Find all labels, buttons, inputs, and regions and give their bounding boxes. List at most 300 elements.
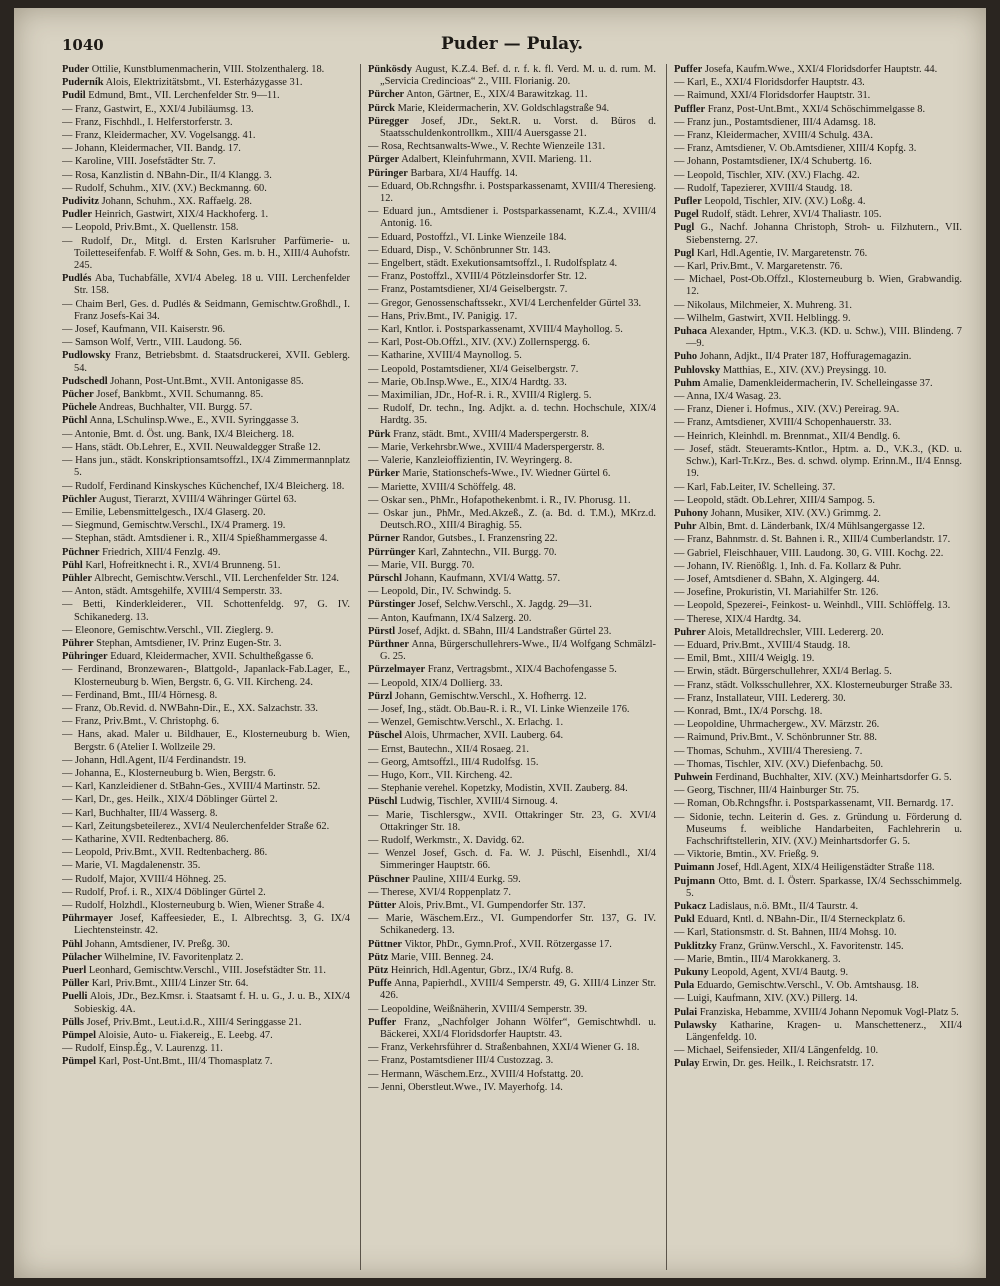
entry-details: — Franz, Amtsdiener, V. Ob.Amtsdiener, XIII/4 Kopfg. 3. — [674, 143, 917, 155]
directory-entry — [368, 757, 656, 769]
directory-entry — [62, 273, 350, 297]
entry-details: — Eduard, Priv.Bmt., XVIII/4 Staudg. 18. — [674, 639, 851, 651]
directory-entry — [368, 1082, 656, 1094]
entry-details: Matthias, E., XIV. (XV.) Preysingg. 10. — [722, 364, 887, 376]
entry-surname: Puffler — [674, 103, 706, 115]
entry-details: — Wilhelm, Gastwirt, XVII. Helblingg. 9. — [674, 312, 851, 324]
directory-entry — [62, 664, 350, 688]
entry-surname: Pürstinger — [368, 599, 416, 611]
directory-entry — [368, 206, 656, 230]
directory-entry — [62, 651, 350, 663]
entry-details: — Raimund, XXI/4 Floridsdorfer Hauptstr. 31. — [674, 90, 871, 102]
entry-details: Alois, Priv.Bmt., VI. Gumpendorfer Str. 137. — [398, 900, 586, 911]
entry-details: — Nikolaus, Milchmeier, X. Muhreng. 31. — [674, 299, 852, 311]
directory-entry — [368, 245, 656, 257]
entry-details: — Valerie, Kanzleioffizientin, IV. Weyringerg. 8. — [368, 455, 573, 467]
entry-surname: Pudlés — [62, 273, 92, 285]
directory-entry — [368, 965, 656, 977]
entry-details: — Rudolf, Dr., Mitgl. d. Ersten Karlsruher Parfümerie- u. Toiletteseifenfab. F. Wolff & Sohn, Ges. m. b. H., XIII/4 Auhofstr. 245. — [62, 235, 350, 272]
entry-details: — Antonie, Bmt. d. Öst. ung. Bank, IX/4 Bleicherg. 18. — [62, 428, 295, 440]
entry-surname: Püregger — [368, 115, 409, 127]
entry-surname: Puhony — [674, 507, 709, 519]
entry-details: Josef, Adjkt. d. SBahn, III/4 Landstraßer Gürtel 23. — [397, 625, 612, 637]
directory-entry — [674, 117, 962, 129]
directory-entry — [674, 156, 962, 168]
entry-details: Stephan, Amtsdiener, IV. Prinz Eugen-Str. 3. — [96, 637, 282, 649]
entry-details: Katharine, Kragen- u. Manschettenerz., XII/4 Längenfeldg. 10. — [686, 1019, 962, 1044]
entry-details: — Roman, Ob.Rchngsfhr. i. Postsparkassenamt, VII. Bernardg. 17. — [674, 798, 954, 810]
entry-details: Heinrich, Gastwirt, XIX/4 Hackhoferg. 1. — [94, 209, 269, 221]
entry-details: Viktor, PhDr., Gymn.Prof., XVII. Rötzergasse 17. — [404, 938, 612, 950]
page-header — [62, 36, 962, 62]
directory-entry — [62, 299, 350, 323]
entry-details: — Josef, Kaufmann, VII. Kaiserstr. 96. — [62, 324, 226, 336]
directory-entry — [368, 337, 656, 349]
directory-entry — [368, 390, 656, 402]
entry-details: — Stephan, städt. Amtsdiener i. R., XII/4 Spießhammergasse 4. — [62, 533, 328, 545]
directory-entry — [674, 849, 962, 861]
entry-surname: Püchler — [62, 493, 97, 505]
entry-details: — Franz, Gastwirt, E., XXI/4 Jubiläumsg. 13. — [62, 103, 254, 115]
directory-entry — [674, 143, 962, 155]
entry-details: Heinrich, Hdl.Agentur, Gbrz., IX/4 Rufg. 8. — [390, 965, 574, 977]
directory-entry — [62, 143, 350, 155]
entry-details: Wilhelmine, IV. Favoritenplatz 2. — [104, 951, 244, 963]
directory-entry — [368, 573, 656, 585]
entry-details: Franz, „Nachfolger Johann Wölfer“, Gemischtwhdl. u. Bäckerei, XXI/4 Floridsdorfer Hauptstr. 43. — [380, 1016, 656, 1041]
directory-entry — [62, 64, 350, 76]
entry-details: Alois, Elektrizitätsbmt., VI. Esterházygasse 31. — [105, 77, 303, 89]
directory-entry — [674, 614, 962, 626]
directory-entry — [674, 391, 962, 403]
directory-entry — [674, 495, 962, 507]
entry-details: — Karl, Stationsmstr. d. St. Bahnen, III/4 Mohsg. 10. — [674, 927, 897, 939]
directory-entry — [674, 313, 962, 325]
directory-entry — [62, 170, 350, 182]
entry-surname: Pütz — [368, 951, 389, 963]
entry-details: — Anton, Kaufmann, IX/4 Salzerg. 20. — [368, 612, 532, 624]
entry-details: — Erwin, städt. Bürgerschullehrer, XXI/4 Berlag. 5. — [674, 666, 892, 678]
entry-surname: Pühler — [62, 572, 93, 584]
directory-entry — [62, 573, 350, 585]
entry-details: Ludwig, Tischler, XVIII/4 Sirnoug. 4. — [400, 796, 558, 808]
entry-details: — Johann, IV. Rienößlg. 1, Inh. d. Fa. Kollarz & Puhr. — [674, 560, 902, 572]
entry-details: — Georg, Tischner, III/4 Hainburger Str. 75. — [674, 785, 860, 797]
entry-details: — Hermann, Wäschem.Erz., XVIII/4 Hofstattg. 20. — [368, 1068, 584, 1080]
entry-details: — Raimund, Priv.Bmt., V. Schönbrunner Str. 88. — [674, 732, 878, 744]
directory-entry — [62, 507, 350, 519]
directory-entry — [62, 156, 350, 168]
entry-details: — Rudolf, Tapezierer, XVIII/4 Staudg. 18. — [674, 182, 853, 194]
entry-details: — Engelbert, städt. Exekutionsamtsoffzl., I. Rudolfsplatz 4. — [368, 258, 618, 270]
directory-entry — [62, 781, 350, 793]
entry-details: Marie, Stationschefs-Wwe., IV. Wiedner Gürtel 6. — [402, 468, 611, 480]
entry-details: Ferdinand, Buchhalter, XIV. (XV.) Meinhartsdorfer G. 5. — [715, 771, 952, 783]
page-number: 1040 — [62, 36, 104, 54]
directory-entry — [674, 640, 962, 652]
entry-surname: Pudschedl — [62, 375, 108, 387]
entry-details: — Leopold, Dir., IV. Schwindg. 5. — [368, 586, 512, 598]
directory-entry — [368, 271, 656, 283]
directory-entry — [368, 116, 656, 140]
entry-details: — Karl, Buchhalter, III/4 Wasserg. 8. — [62, 807, 218, 819]
entry-surname: Pukl — [674, 914, 695, 926]
directory-entry — [62, 1043, 350, 1055]
directory-entry — [368, 626, 656, 638]
entry-details: Otto, Bmt. d. I. Österr. Sparkasse, IX/4 Sechsschimmelg. 5. — [686, 875, 962, 899]
entry-details: Josefa, Kaufm.Wwe., XXI/4 Floridsdorfer Hauptstr. 44. — [704, 64, 938, 75]
entry-surname: Pühl — [62, 938, 83, 950]
entry-details: — Rudolf, Dr. techn., Ing. Adjkt. a. d. techn. Hochschule, XIX/4 Hardtg. 35. — [368, 403, 656, 427]
entry-details: Franz, Betriebsbmt. d. Staatsdruckerei, XVII. Geblerg. 54. — [74, 350, 350, 374]
directory-entry — [62, 847, 350, 859]
directory-entry — [674, 548, 962, 560]
entry-details: — Rosa, Rechtsanwalts-Wwe., V. Rechte Wienzeile 131. — [368, 141, 606, 153]
entry-details: Johann, Gemischtw.Verschl., X. Hofherrg. 12. — [394, 690, 587, 702]
directory-entry — [368, 1004, 656, 1016]
entry-surname: Puklitzky — [674, 940, 717, 952]
directory-entry — [674, 954, 962, 966]
entry-details: — Therese, XIX/4 Hardtg. 34. — [674, 613, 802, 625]
entry-details: — Leopold, städt. Ob.Lehrer, XIII/4 Sampog. 5. — [674, 494, 876, 506]
entry-details: — Sidonie, techn. Leiterin d. Ges. z. Gründung u. Förderung d. Museums f. weibliche Handarbeiten, Fachlehrerin u. Fachschriftstellerin, XIV. (XV.) Meinhartsdorfer G. 5. — [674, 811, 962, 847]
directory-entry — [62, 77, 350, 89]
column-3 — [674, 64, 962, 1270]
entry-details: — Emilie, Lebensmittelgesch., IX/4 Glaserg. 20. — [62, 506, 266, 518]
entry-details: Barbara, XI/4 Hauffg. 14. — [410, 167, 518, 179]
directory-entry — [368, 730, 656, 742]
entry-surname: Puhr — [674, 521, 697, 533]
directory-entry — [62, 130, 350, 142]
directory-entry — [674, 508, 962, 520]
entry-details: — Karl, Priv.Bmt., V. Margaretenstr. 76. — [674, 261, 843, 273]
entry-details: — Franz, Diener i. Hofmus., XIV. (XV.) Pereirag. 9A. — [674, 404, 900, 416]
entry-details: Franz, Grünw.Verschl., X. Favoritenstr. 145. — [719, 940, 904, 952]
entry-details: — Josef, städt. Steueramts-Kntlor., Hptm. a. D., V.K.3., (KD. u. Schw.), Karl-Tr.Krz., Bes. d. schwd. olymp. Erinn.M., II/4 Ennsg. 19. — [674, 443, 962, 480]
entry-surname: Puhwein — [674, 771, 713, 783]
directory-entry — [674, 1020, 962, 1044]
entry-details: — Rudolf, Holzhdl., Klosterneuburg b. Wien, Wiener Straße 4. — [62, 900, 325, 911]
entry-surname: Puelli — [62, 991, 88, 1003]
entry-details: Friedrich, XIII/4 Fenzlg. 49. — [102, 546, 221, 558]
entry-details: Karl, Hofreitknecht i. R., XVI/4 Brunneng. 51. — [85, 559, 281, 571]
directory-entry — [368, 613, 656, 625]
entry-details: — Karl, Post-Ob.Offzl., XIV. (XV.) Zollernspergg. 6. — [368, 337, 591, 349]
directory-entry — [368, 350, 656, 362]
directory-entry — [674, 444, 962, 481]
entry-surname: Pürker — [368, 468, 400, 480]
directory-entry — [674, 876, 962, 900]
directory-entry — [62, 834, 350, 846]
directory-entry — [674, 104, 962, 116]
directory-entry — [674, 574, 962, 586]
entry-details: — Michael, Seifensieder, XII/4 Längenfeldg. 10. — [674, 1045, 879, 1057]
entry-details: — Franz, Kleidermacher, XVIII/4 Schulg. 43A. — [674, 130, 873, 142]
directory-entry — [62, 494, 350, 506]
entry-details: — Karoline, VIII. Josefstädter Str. 7. — [62, 156, 216, 168]
entry-details: Anna, Bürgerschullehrers-Wwe., II/4 Wolfgang Schmälzl-G. 25. — [380, 638, 656, 663]
entry-surname: Pürzelmayer — [368, 664, 426, 676]
entry-surname: Püchele — [62, 402, 97, 414]
entry-details: — Hans, städt. Ob.Lehrer, E., XVII. Neuwaldegger Straße 12. — [62, 441, 321, 453]
entry-details: Karl, Zahntechn., VII. Burgg. 70. — [417, 546, 557, 558]
directory-entry — [368, 913, 656, 937]
entry-details: Amalie, Damenkleidermacherin, IV. Schelleingasse 37. — [702, 377, 933, 389]
entry-details: — Rudolf, Werkmstr., X. Davidg. 62. — [368, 834, 525, 846]
entry-details: — Franz, Amtsdiener, XVIII/4 Schopenhauerstr. 33. — [674, 417, 892, 429]
entry-details: — Karl, Dr., ges. Heilk., XIX/4 Döblinger Gürtel 2. — [62, 794, 278, 806]
directory-entry — [62, 755, 350, 767]
directory-entry — [62, 350, 350, 374]
entry-details: — Franz, Ob.Revid. d. NWBahn-Dir., E., XX. Salzachstr. 33. — [62, 702, 318, 714]
directory-entry — [62, 952, 350, 964]
entry-details: — Emil, Bmt., XIII/4 Weiglg. 19. — [674, 653, 815, 665]
directory-entry — [674, 980, 962, 992]
entry-details: Aloisie, Auto- u. Fiakereig., E. Leebg. 47. — [98, 1030, 273, 1042]
entry-surname: Puffer — [674, 64, 703, 75]
entry-details: — Gabriel, Fleischhauer, VIII. Laudong. 30, G. VIII. Kochg. 22. — [674, 547, 944, 559]
entry-details: — Eduard, Postoffzl., VI. Linke Wienzeile 184. — [368, 231, 567, 243]
entry-details: Andreas, Buchhalter, VII. Burgg. 57. — [98, 402, 253, 414]
directory-entry — [674, 693, 962, 705]
entry-surname: Pulai — [674, 1006, 698, 1018]
directory-entry — [674, 431, 962, 443]
directory-entry — [368, 258, 656, 270]
entry-surname: Pürner — [368, 533, 400, 545]
entry-surname: Pulay — [674, 1058, 700, 1070]
entry-details: — Franz, Verkehrsführer d. Straßenbahnen, XXI/4 Wiener G. 18. — [368, 1042, 640, 1054]
entry-details: Ladislaus, n.ö. BMt., II/4 Taurstr. 4. — [708, 901, 859, 912]
entry-surname: Pürcher — [368, 89, 405, 101]
directory-entry — [368, 547, 656, 559]
entry-details: August, K.Z.4. Bef. d. r. f. k. fl. Verd. M. u. d. rum. M. „Servicia Credincioas“ 2., VIII. Florianig. 20. — [380, 64, 656, 88]
entry-details: Eduard, Kleidermacher, XVII. Schultheßgasse 6. — [110, 651, 314, 663]
entry-surname: Püschl — [368, 796, 398, 808]
directory-entry — [674, 274, 962, 298]
entry-surname: Pukacz — [674, 901, 707, 912]
entry-details: Aba, Tuchabfälle, XVI/4 Abeleg. 18 u. VIII. Lerchenfelder Str. 158. — [74, 273, 350, 297]
entry-details: — Therese, XVI/4 Roppenplatz 7. — [368, 886, 511, 898]
entry-surname: Puhrer — [674, 626, 706, 638]
directory-entry — [674, 248, 962, 260]
entry-details: — Gregor, Genossenschaftssekr., XVI/4 Lerchenfelder Gürtel 33. — [368, 297, 642, 309]
directory-entry — [674, 326, 962, 350]
directory-entry — [62, 560, 350, 572]
directory-entry — [62, 794, 350, 806]
directory-entry — [674, 378, 962, 390]
directory-entry — [368, 1069, 656, 1081]
directory-entry — [368, 89, 656, 101]
directory-entry — [62, 874, 350, 886]
directory-entry — [674, 901, 962, 913]
entry-details: — Katharine, XVII. Redtenbacherg. 86. — [62, 833, 229, 845]
entry-details: — Leopold, Tischler, XIV. (XV.) Flachg. 42. — [674, 169, 860, 181]
directory-entry — [368, 900, 656, 912]
directory-entry — [674, 746, 962, 758]
entry-surname: Pürger — [368, 154, 400, 166]
entry-surname: Pukuny — [674, 967, 709, 979]
entry-details: — Marie, Ob.Insp.Wwe., E., XIX/4 Hardtg. 33. — [368, 376, 567, 388]
directory-entry — [674, 261, 962, 273]
entry-surname: Püttner — [368, 938, 403, 950]
directory-entry — [62, 455, 350, 479]
directory-entry — [62, 117, 350, 129]
entry-surname: Puhaca — [674, 326, 707, 338]
entry-surname: Pümpel — [62, 1056, 97, 1068]
directory-entry — [62, 978, 350, 990]
entry-details: August, Tierarzt, XVIII/4 Währinger Gürtel 63. — [98, 493, 297, 505]
entry-details: — Karl, Kntlor. i. Postsparkassenamt, XVIII/4 Mayhollog. 5. — [368, 324, 623, 336]
directory-entry — [368, 508, 656, 532]
directory-entry — [62, 376, 350, 388]
entry-details: — Johann, Kleidermacher, VII. Bandg. 17. — [62, 143, 241, 155]
entry-details: — Leopold, Priv.Bmt., XVII. Redtenbacherg. 86. — [62, 847, 268, 859]
entry-surname: Pürck — [368, 102, 395, 114]
directory-entry — [674, 1045, 962, 1057]
entry-details: Josef, Priv.Bmt., Leut.i.d.R., XIII/4 Seringgasse 21. — [86, 1016, 302, 1028]
entry-details: — Rudolf, Prof. i. R., XIX/4 Döblinger Gürtel 2. — [62, 886, 266, 898]
entry-details: Anton, Gärtner, E., XIX/4 Barawitzkag. 11. — [406, 89, 588, 101]
directory-entry — [62, 442, 350, 454]
entry-details: — Eduard jun., Amtsdiener i. Postsparkassenamt, K.Z.4., XVIII/4 Antonig. 16. — [368, 206, 656, 230]
directory-entry — [368, 442, 656, 454]
entry-details: — Karl, Fab.Leiter, IV. Schelleing. 37. — [674, 481, 836, 493]
directory-entry — [62, 222, 350, 234]
entry-details: — Konrad, Bmt., IX/4 Porschg. 18. — [674, 705, 823, 717]
entry-surname: Püchner — [62, 546, 100, 558]
entry-surname: Pugel — [674, 209, 699, 221]
entry-details: Adalbert, Kleinfuhrmann, XVII. Marieng. 11. — [401, 154, 592, 166]
directory-entry — [674, 183, 962, 195]
directory-entry — [674, 130, 962, 142]
entry-details: Eduard, Kntl. d. NBahn-Dir., II/4 Sterneckplatz 6. — [697, 914, 906, 926]
entry-details: — Karl, Zeitungsbeteilerez., XVI/4 Neulerchenfelder Straße 62. — [62, 820, 330, 832]
directory-entry — [62, 625, 350, 637]
entry-surname: Puhm — [674, 377, 701, 389]
entry-surname: Pula — [674, 980, 695, 992]
directory-columns — [62, 64, 967, 1270]
directory-entry — [674, 561, 962, 573]
entry-details: — Ferdinand, Bronzewaren-, Blattgold-, Japanlack-Fab.Lager, E., Klosterneuburg b. Wien, Bergstr. 6, G. VII. Kircheng. 24. — [62, 664, 350, 688]
entry-details: Leopold, Tischler, XIV. (XV.) Loßg. 4. — [704, 196, 866, 208]
entry-surname: Pudil — [62, 90, 86, 102]
directory-entry — [674, 759, 962, 771]
entry-details: Edmund, Bmt., VII. Lerchenfelder Str. 9—11. — [88, 90, 280, 102]
entry-details: Rudolf, städt. Lehrer, XVI/4 Thaliastr. 105. — [701, 209, 882, 221]
entry-details: — Franz, Installateur, VIII. Ledererg. 30. — [674, 692, 846, 704]
entry-details: Johann, Post-Unt.Bmt., XVII. Antonigasse 85. — [110, 375, 304, 387]
directory-entry — [368, 783, 656, 795]
entry-details: Karl, Hdl.Agentie, IV. Margaretenstr. 76. — [696, 247, 868, 259]
directory-entry — [368, 1017, 656, 1041]
directory-entry — [62, 481, 350, 493]
directory-entry — [368, 639, 656, 663]
directory-entry — [674, 90, 962, 102]
entry-details: — Johanna, E., Klosterneuburg b. Wien, Bergstr. 6. — [62, 767, 276, 779]
directory-entry — [368, 482, 656, 494]
directory-entry — [674, 941, 962, 953]
entry-details: Albrecht, Gemischtw.Verschl., VII. Lerchenfelder Str. 124. — [94, 572, 340, 584]
entry-details: — Rudolf, Major, XVIII/4 Höhneg. 25. — [62, 873, 227, 885]
directory-entry — [368, 835, 656, 847]
directory-entry — [368, 468, 656, 480]
entry-details: — Rudolf, Einsp.Ég., V. Laurenzg. 11. — [62, 1043, 223, 1055]
entry-surname: Pufler — [674, 196, 702, 208]
directory-entry — [674, 680, 962, 692]
entry-details: — Johann, Postamtsdiener, IX/4 Schubertg. 16. — [674, 156, 872, 168]
directory-entry — [368, 364, 656, 376]
directory-entry — [62, 1056, 350, 1068]
entry-surname: Pürthner — [368, 638, 409, 650]
directory-entry — [62, 209, 350, 221]
entry-details: Josef, JDr., Sekt.R. u. Vorst. d. Büros d. Staatsschuldenkontrollkm., XIII/4 Auersgasse 21. — [380, 115, 656, 140]
directory-entry — [368, 403, 656, 427]
directory-entry — [674, 732, 962, 744]
entry-details: — Eleonore, Gemischtw.Verschl., VII. Zieglerg. 9. — [62, 624, 274, 636]
directory-entry — [674, 1007, 962, 1019]
entry-surname: Puerl — [62, 965, 87, 977]
entry-surname: Pünkösdy — [368, 64, 412, 75]
directory-entry — [62, 860, 350, 872]
entry-details: — Hugo, Korr., VII. Kircheng. 42. — [368, 769, 513, 781]
entry-surname: Pudivitz — [62, 196, 99, 208]
directory-entry — [368, 887, 656, 899]
entry-details: — Marie, VI. Magdalenenstr. 35. — [62, 860, 201, 872]
directory-entry — [674, 482, 962, 494]
directory-entry — [368, 691, 656, 703]
entry-surname: Pührmayer — [62, 913, 113, 925]
entry-surname: Pülacher — [62, 951, 102, 963]
entry-surname: Pührer — [62, 637, 94, 649]
directory-entry — [368, 744, 656, 756]
entry-surname: Pürk — [368, 428, 391, 440]
entry-details: — Josefine, Prokuristin, VI. Mariahilfer Str. 126. — [674, 587, 879, 599]
directory-entry — [674, 927, 962, 939]
column-divider — [666, 64, 667, 1270]
directory-entry — [674, 798, 962, 810]
directory-entry — [368, 939, 656, 951]
directory-entry — [674, 170, 962, 182]
directory-entry — [62, 183, 350, 195]
entry-surname: Pühringer — [62, 651, 108, 663]
directory-entry — [62, 965, 350, 977]
entry-surname: Pujmann — [674, 875, 715, 887]
entry-details: — Leopold, XIX/4 Dollierg. 33. — [368, 677, 503, 689]
directory-entry — [674, 627, 962, 639]
running-head: Puder — Pulay. — [440, 34, 584, 54]
entry-details: — Luigi, Kaufmann, XIV. (XV.) Pillerg. 14. — [674, 993, 858, 1005]
entry-details: — Franz, Kleidermacher, XV. Vogelsangg. 41. — [62, 130, 256, 142]
entry-details: Pauline, XIII/4 Eurkg. 59. — [412, 873, 521, 885]
entry-details: — Thomas, Tischler, XIV. (XV.) Diefenbachg. 50. — [674, 758, 884, 770]
directory-entry — [368, 154, 656, 166]
directory-entry — [368, 64, 656, 88]
directory-entry — [62, 1030, 350, 1042]
directory-entry — [368, 704, 656, 716]
entry-details: — Leopoldine, Uhrmachergew., XV. Märzstr. 26. — [674, 719, 880, 731]
directory-entry — [62, 599, 350, 623]
directory-entry — [674, 993, 962, 1005]
directory-entry — [674, 666, 962, 678]
directory-entry — [62, 768, 350, 780]
entry-surname: Pürschl — [368, 572, 403, 584]
entry-details: — Georg, Amtsoffzl., III/4 Rudolfsg. 15. — [368, 756, 539, 768]
entry-details: — Hans, Priv.Bmt., IV. Panigig. 17. — [368, 310, 518, 322]
entry-surname: Puder — [62, 64, 90, 75]
entry-details: — Franz jun., Postamtsdiener, III/4 Adamsg. 18. — [674, 116, 876, 128]
directory-entry — [674, 812, 962, 849]
entry-details: — Eduard, Ob.Rchngsfhr. i. Postsparkassenamt, XVIII/4 Theresieng. 12. — [368, 180, 656, 205]
